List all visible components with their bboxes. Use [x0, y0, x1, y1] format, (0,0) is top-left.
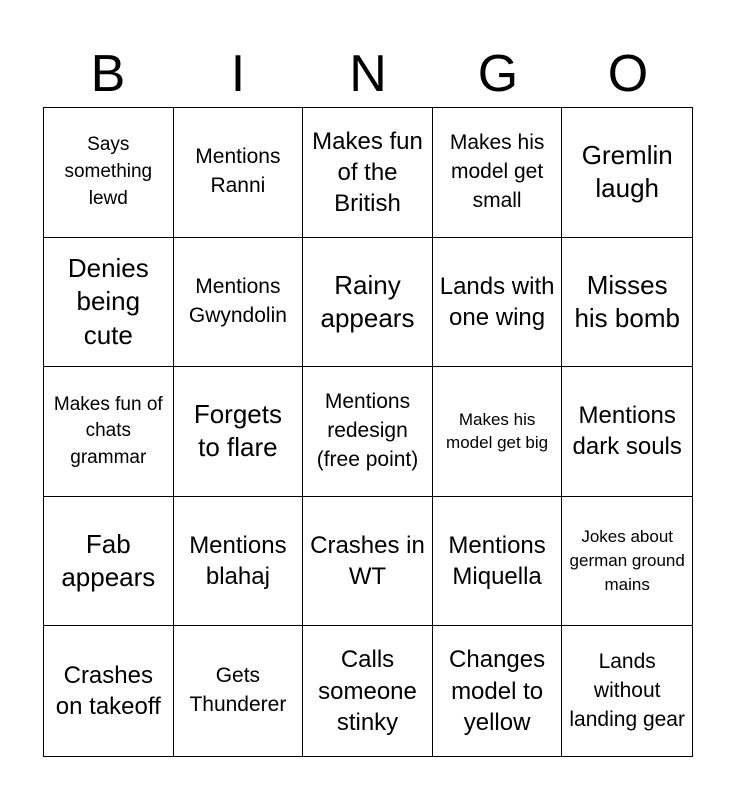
bingo-cell[interactable] [174, 497, 304, 627]
bingo-cell-text: Fab appears [61, 528, 156, 593]
bingo-cell-text: Lands with one wing [439, 272, 555, 331]
bingo-cell[interactable] [433, 108, 563, 238]
bingo-cell[interactable] [174, 367, 304, 497]
bingo-cell[interactable] [433, 497, 563, 627]
header-letter-g: G [477, 45, 519, 103]
bingo-cell-text: Mentions Miquella [448, 531, 546, 591]
bingo-cell-text: Says something lewd [64, 134, 153, 209]
bingo-cell[interactable] [303, 626, 433, 756]
bingo-cell[interactable] [44, 497, 174, 627]
bingo-cell-text: Mentions Gwyndolin [188, 274, 287, 327]
bingo-cell-text: Changes model to yellow [449, 646, 546, 736]
bingo-cell[interactable] [303, 238, 433, 368]
bingo-cell[interactable] [44, 367, 174, 497]
bingo-cell-text: Makes fun of the British [312, 127, 423, 217]
bingo-cell[interactable] [303, 367, 433, 497]
header-letter-n: N [349, 45, 387, 103]
bingo-cell-text: Makes fun of chats grammar [53, 393, 163, 468]
bingo-cell-text: Lands without landing gear [569, 649, 685, 731]
bingo-cell[interactable] [303, 497, 433, 627]
bingo-cell-text: Crashes in WT [310, 531, 425, 591]
bingo-cell[interactable] [433, 367, 563, 497]
bingo-cell-text: Denies being cute [67, 252, 149, 350]
bingo-cell[interactable] [562, 497, 692, 627]
bingo-cell-text: Gets Thunderer [189, 664, 287, 717]
bingo-cell[interactable] [174, 238, 304, 368]
bingo-cell-text: Rainy appears [320, 269, 415, 333]
bingo-header [43, 42, 693, 106]
bingo-cell-text: Gremlin laugh [581, 140, 673, 204]
header-letter-b: B [90, 45, 126, 103]
bingo-cell[interactable] [562, 238, 692, 368]
bingo-cell[interactable] [174, 108, 304, 238]
bingo-cell-text: Misses his bomb [574, 269, 680, 333]
bingo-cell-text: Forgets to flare [193, 399, 282, 463]
bingo-cell[interactable] [303, 108, 433, 238]
bingo-cell[interactable] [433, 238, 563, 368]
bingo-cell[interactable] [44, 108, 174, 238]
bingo-cell-text: Mentions redesign (free point) [316, 390, 419, 471]
bingo-cell[interactable] [44, 626, 174, 756]
bingo-cell-text: Jokes about german ground mains [569, 527, 685, 594]
bingo-cell-text: Makes his model get big [446, 409, 549, 453]
bingo-grid [43, 107, 693, 757]
bingo-cell[interactable] [174, 626, 304, 756]
bingo-cell-text: Mentions dark souls [572, 402, 682, 461]
bingo-cell-text: Calls someone stinky [318, 646, 417, 736]
bingo-cell[interactable] [562, 108, 692, 238]
bingo-cell-text: Mentions blahaj [189, 531, 287, 591]
bingo-cell[interactable] [562, 367, 692, 497]
bingo-cell-text: Crashes on takeoff [55, 662, 161, 721]
header-letter-i: I [230, 45, 246, 103]
bingo-cell[interactable] [562, 626, 692, 756]
bingo-cell[interactable] [433, 626, 563, 756]
bingo-cell-text: Makes his model get small [449, 130, 545, 212]
bingo-cell[interactable] [44, 238, 174, 368]
bingo-cell-text: Mentions Ranni [195, 145, 281, 198]
header-letter-o: O [607, 45, 649, 103]
